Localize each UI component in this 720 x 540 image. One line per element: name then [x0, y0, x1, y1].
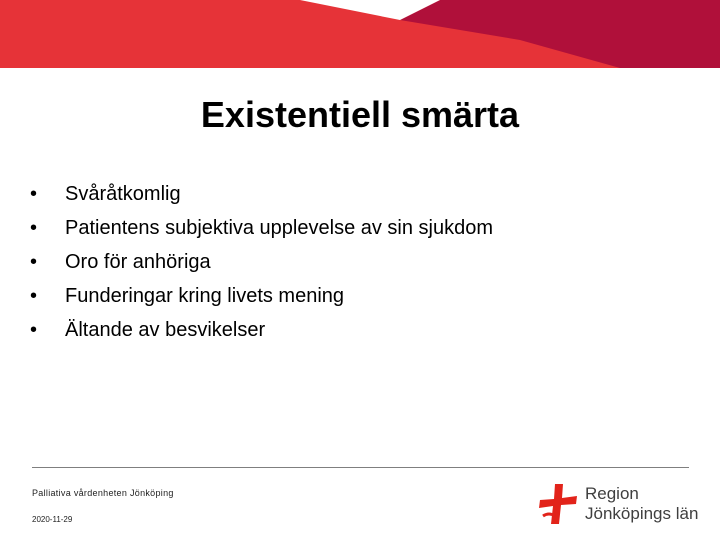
- logo-line-county: Jönköpings län: [585, 504, 699, 523]
- logo-line-region: Region: [585, 484, 639, 503]
- bullet-text: Patientens subjektiva upplevelse av sin sjukdom: [65, 217, 494, 239]
- region-cross-icon: [535, 482, 581, 526]
- bullet-text: Oro för anhöriga: [65, 251, 211, 273]
- bullet-text: Ältande av besvikelser: [65, 319, 266, 341]
- list-item: [30, 245, 493, 279]
- logo-wordmark: [585, 484, 698, 524]
- bullet-icon: •: [30, 217, 38, 239]
- footer-divider: [32, 467, 689, 468]
- slide-title: Existentiell smärta: [200, 94, 520, 135]
- bullet-icon: •: [30, 251, 38, 273]
- bullet-list: [30, 177, 493, 347]
- footer-organization: Palliativa vårdenheten Jönköping: [32, 488, 174, 498]
- footer-date: 2020-11-29: [32, 515, 73, 524]
- list-item: [30, 177, 493, 211]
- bullet-text: Funderingar kring livets mening: [65, 285, 345, 307]
- list-item: [30, 211, 493, 245]
- list-item: [30, 313, 493, 347]
- bullet-icon: •: [30, 319, 38, 341]
- region-logo: [535, 482, 699, 526]
- bullet-icon: •: [30, 285, 38, 307]
- bullet-icon: •: [30, 183, 38, 205]
- bullet-text: Svåråtkomlig: [65, 183, 181, 205]
- top-banner: [0, 0, 720, 68]
- list-item: [30, 279, 493, 313]
